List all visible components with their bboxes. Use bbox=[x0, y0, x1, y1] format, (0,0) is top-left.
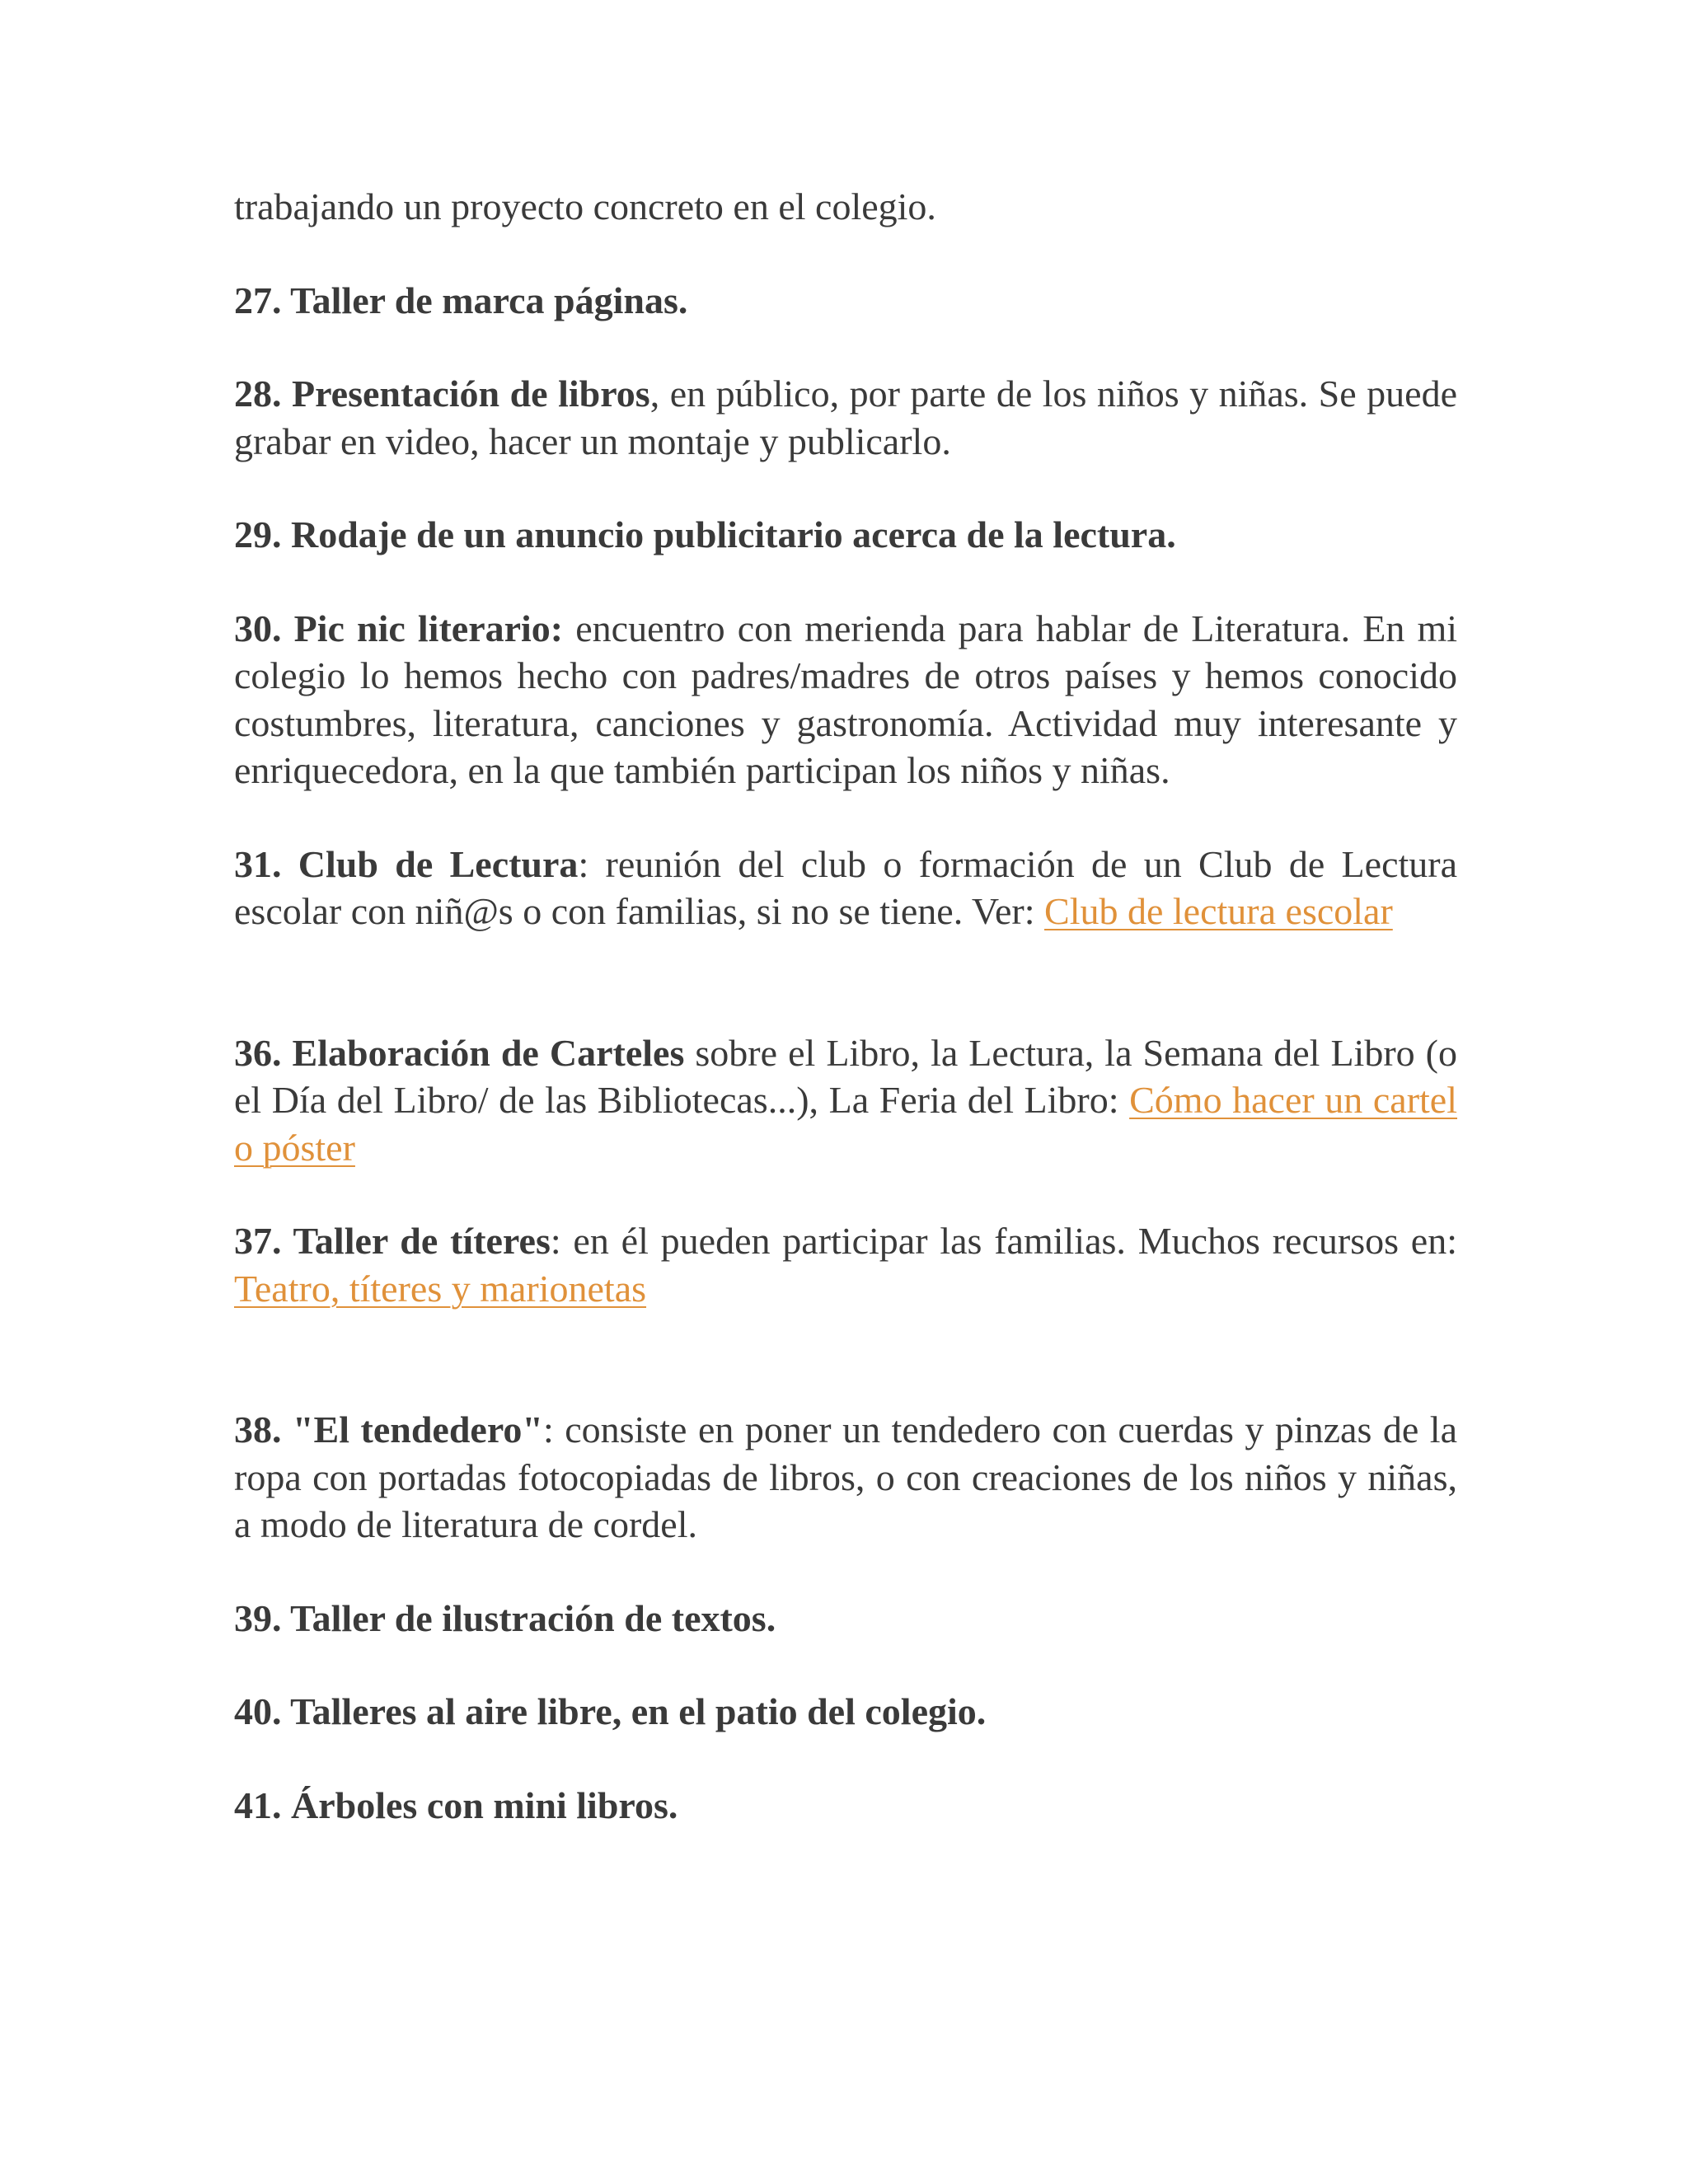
item-title: 38. "El tendedero" bbox=[234, 1408, 543, 1451]
item-title: 31. Club de Lectura bbox=[234, 842, 579, 885]
item-title: 39. Taller de ilustración de textos. bbox=[234, 1596, 776, 1639]
item-36 bbox=[234, 1029, 1457, 1172]
item-text: : consiste en poner un tendedero con cuerdas y pinzas de la ropa con portadas fotocopiadas de libros, o con creaciones de los niños y niñas, a modo de literatura de cordel. bbox=[234, 1408, 1457, 1545]
item-title: 36. Elaboración de Carteles bbox=[234, 1031, 685, 1074]
item-title: 41. Árboles con mini libros. bbox=[234, 1783, 678, 1826]
item-title: 30. Pic nic literario: bbox=[234, 607, 564, 649]
item-31 bbox=[234, 841, 1457, 935]
item-text: sobre el Libro, la Lectura, la Semana del Libro (o el Día del Libro/ de las Bibliotecas...), La Feria del Libro: bbox=[234, 1031, 1458, 1121]
paragraph-intro bbox=[234, 183, 1457, 231]
item-title: 40. Talleres al aire libre, en el patio del colegio. bbox=[234, 1690, 987, 1732]
link-teatro-titeres[interactable]: Teatro, títeres y marionetas bbox=[234, 1267, 647, 1310]
paragraph-text: trabajando un proyecto concreto en el colegio. bbox=[234, 185, 936, 227]
link-club-lectura-escolar[interactable]: Club de lectura escolar bbox=[1044, 890, 1393, 932]
link-como-hacer-cartel[interactable]: Cómo hacer un cartel o póster bbox=[234, 1079, 1457, 1169]
item-text: : reunión del club o formación de un Club de Lectura escolar con niñ@s o con familias, si no se tiene. Ver: bbox=[234, 842, 1458, 932]
item-41 bbox=[234, 1782, 1457, 1830]
item-30 bbox=[234, 605, 1457, 794]
item-38 bbox=[234, 1406, 1457, 1549]
item-text: : en él pueden participar las familias. Muchos recursos en: bbox=[550, 1220, 1457, 1262]
item-text: encuentro con merienda para hablar de Literatura. En mi colegio lo hemos hecho con padres/madres de otros países y hemos conocido costumbres, literatura, canciones y gastronomía. Actividad muy interesante y enriquecedora, en la que también participan los niños y niñas. bbox=[234, 607, 1457, 791]
item-title: 27. Taller de marca páginas. bbox=[234, 279, 688, 321]
document-page bbox=[234, 183, 1457, 1829]
item-title: 29. Rodaje de un anuncio publicitario acerca de la lectura. bbox=[234, 513, 1176, 555]
item-27 bbox=[234, 277, 1457, 325]
item-40 bbox=[234, 1688, 1457, 1736]
item-text: , en público, por parte de los niños y niñas. Se puede grabar en video, hacer un montaje y publicarlo. bbox=[234, 373, 1458, 462]
item-28 bbox=[234, 370, 1457, 465]
item-39 bbox=[234, 1595, 1457, 1643]
item-37 bbox=[234, 1217, 1457, 1312]
item-title: 37. Taller de títeres bbox=[234, 1220, 551, 1262]
item-title: 28. Presentación de libros bbox=[234, 373, 650, 415]
item-29 bbox=[234, 511, 1457, 559]
